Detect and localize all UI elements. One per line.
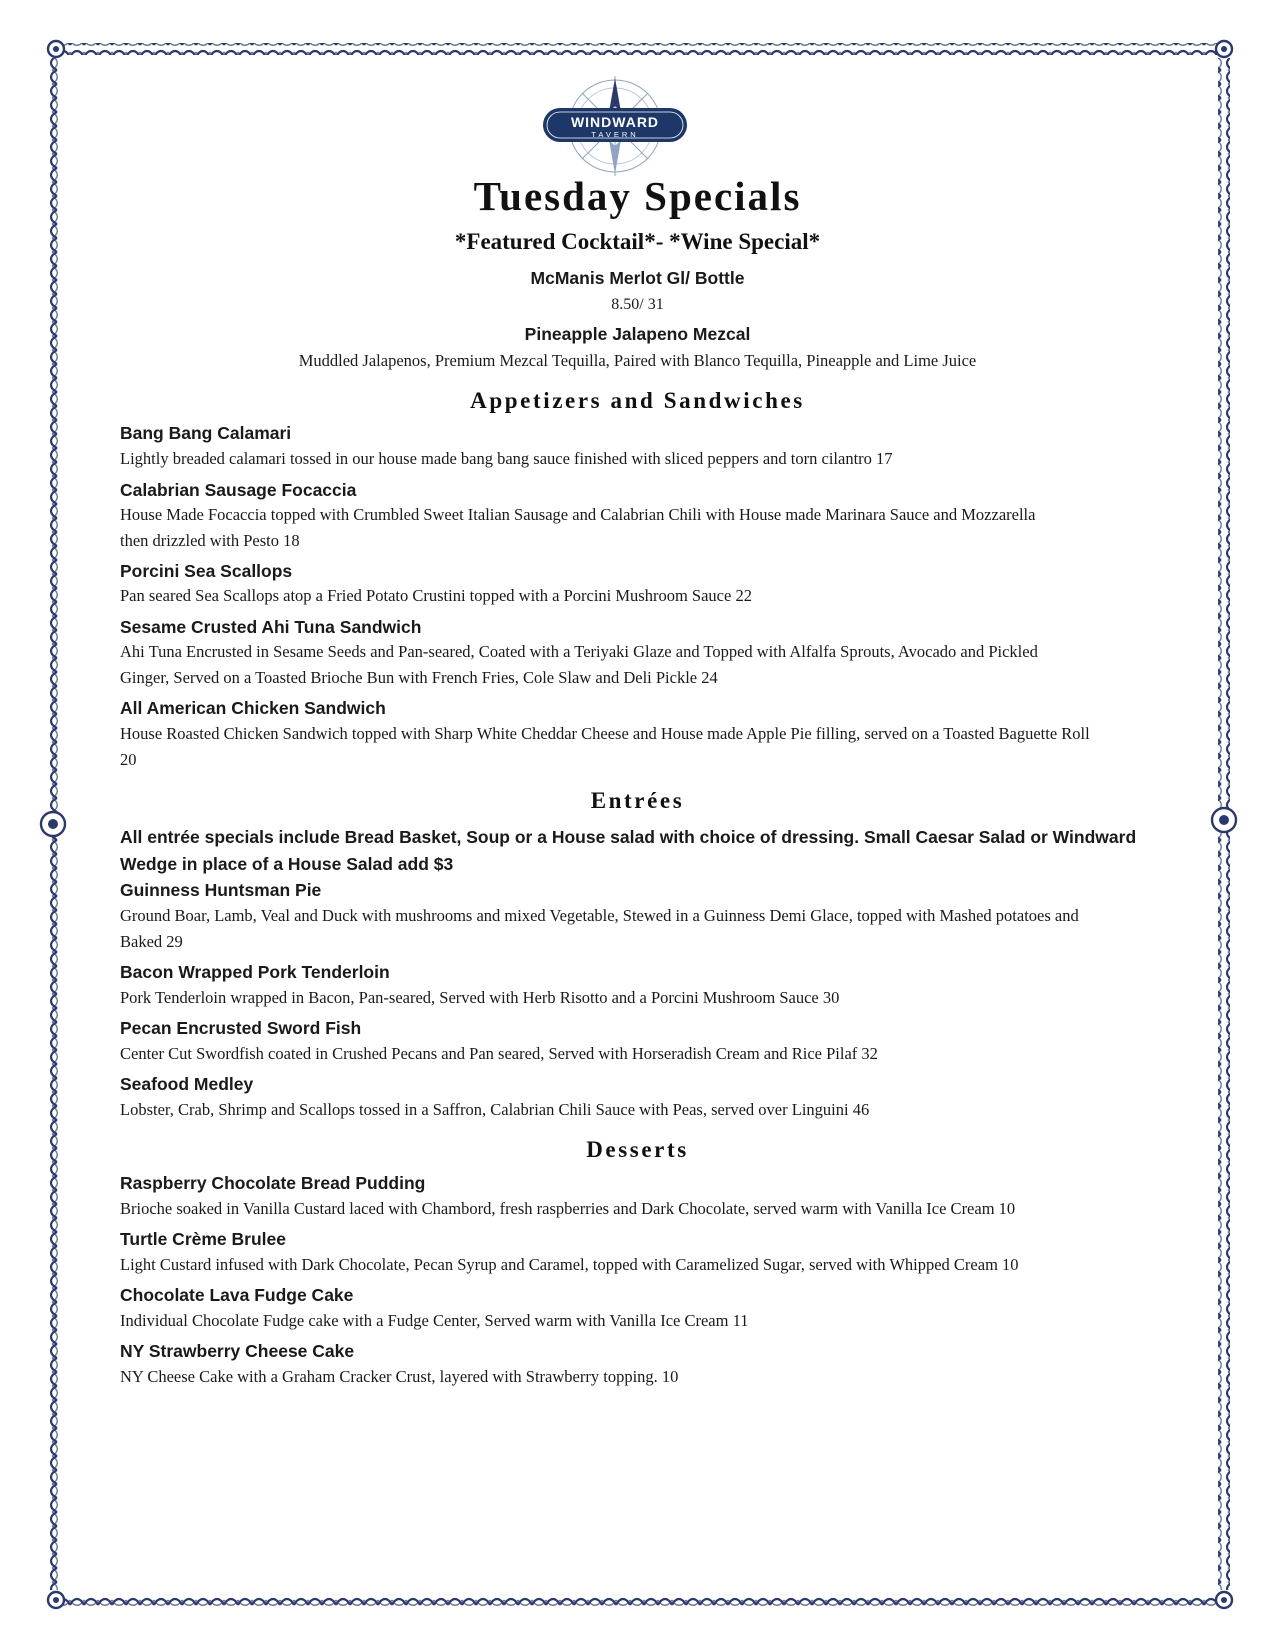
menu-item-description: NY Cheese Cake with a Graham Cracker Crust, layered with Strawberry topping. 10 <box>120 1367 679 1386</box>
menu-item-name: Bang Bang Calamari <box>120 423 292 443</box>
cocktail-description: Muddled Jalapenos, Premium Mezcal Tequilla, Paired with Blanco Tequilla, Pineapple and Lime Juice <box>298 351 977 370</box>
menu-item-description: House Made Focaccia topped with Crumbled Sweet Italian Sausage and Calabrian Chili with House made Marinara Sauce and Mozzarella then drizzled with Pesto 18 <box>120 505 1036 550</box>
menu-item-description: Lightly breaded calamari tossed in our house made bang bang sauce finished with sliced peppers and torn cilantro 17 <box>120 449 893 468</box>
menu-item-name: Chocolate Lava Fudge Cake <box>120 1285 354 1305</box>
windward-tavern-logo <box>540 74 690 178</box>
logo-subname: TAVERN <box>591 130 639 139</box>
menu-item-description: Ground Boar, Lamb, Veal and Duck with mushrooms and mixed Vegetable, Stewed in a Guinness Demi Glace, topped with Mashed potatoes and Baked 29 <box>120 906 1079 951</box>
menu-item-description: Center Cut Swordfish coated in Crushed Pecans and Pan seared, Served with Horseradish Cream and Rice Pilaf 32 <box>120 1044 878 1063</box>
menu-item-description: Light Custard infused with Dark Chocolate, Pecan Syrup and Caramel, topped with Caramelized Sugar, served with Whipped Cream 10 <box>120 1255 1019 1274</box>
menu-item-name: Raspberry Chocolate Bread Pudding <box>120 1173 426 1193</box>
section-heading-desserts: Desserts <box>586 1137 689 1162</box>
section-heading-appetizers: Appetizers and Sandwiches <box>470 388 805 413</box>
menu-item-name: NY Strawberry Cheese Cake <box>120 1341 355 1361</box>
wine-special-price: 8.50/ 31 <box>611 296 664 313</box>
rope-bottom <box>62 1594 1224 1606</box>
menu-item-name: All American Chicken Sandwich <box>120 698 386 718</box>
rope-top <box>62 43 1224 55</box>
cocktail-name: Pineapple Jalapeno Mezcal <box>524 324 751 344</box>
menu-item-name: Bacon Wrapped Pork Tenderloin <box>120 962 390 982</box>
menu-item-description: Lobster, Crab, Shrimp and Scallops tossed in a Saffron, Calabrian Chili Sauce with Peas, served over Linguini 46 <box>120 1100 870 1119</box>
menu-item-description: Ahi Tuna Encrusted in Sesame Seeds and Pan-seared, Coated with a Teriyaki Glaze and Topped with Alfalfa Sprouts, Avocado and Pickled Ginger, Served on a Toasted Brioche Bun with French Fries, Cole Slaw and Deli Pickle 24 <box>120 642 1038 687</box>
section-heading-entrees: Entrées <box>590 788 685 813</box>
menu-item-name: Pecan Encrusted Sword Fish <box>120 1018 362 1038</box>
menu-item-description: Individual Chocolate Fudge cake with a Fudge Center, Served warm with Vanilla Ice Cream 11 <box>120 1311 749 1330</box>
menu-item-description: Brioche soaked in Vanilla Custard laced with Chambord, fresh raspberries and Dark Chocolate, served warm with Vanilla Ice Cream 10 <box>120 1199 1016 1218</box>
menu-item-name: Guinness Huntsman Pie <box>120 880 322 900</box>
menu-item-name: Calabrian Sausage Focaccia <box>120 480 357 500</box>
menu-item-name: Porcini Sea Scallops <box>120 561 293 581</box>
menu-item-name: Sesame Crusted Ahi Tuna Sandwich <box>120 617 422 637</box>
menu-item-name: Turtle Crème Brulee <box>120 1229 286 1249</box>
menu-item-description: Pan seared Sea Scallops atop a Fried Potato Crustini topped with a Porcini Mushroom Sauce 22 <box>120 586 752 605</box>
featured-header: *Featured Cocktail*- *Wine Special* <box>454 229 821 254</box>
menu-item-description: House Roasted Chicken Sandwich topped with Sharp White Cheddar Cheese and House made Apple Pie filling, served on a Toasted Baguette Roll 20 <box>120 724 1090 769</box>
entree-note: All entrée specials include Bread Basket, Soup or a House salad with choice of dressing. Small Caesar Salad or Windward Wedge in place of a House Salad add $3 <box>120 827 1137 874</box>
wine-special-name: McManis Merlot Gl/ Bottle <box>530 268 745 288</box>
menu-item-name: Seafood Medley <box>120 1074 254 1094</box>
menu-item-description: Pork Tenderloin wrapped in Bacon, Pan-seared, Served with Herb Risotto and a Porcini Mushroom Sauce 30 <box>120 988 840 1007</box>
page-title: Tuesday Specials <box>473 173 802 219</box>
logo-name: WINDWARD <box>570 114 660 130</box>
